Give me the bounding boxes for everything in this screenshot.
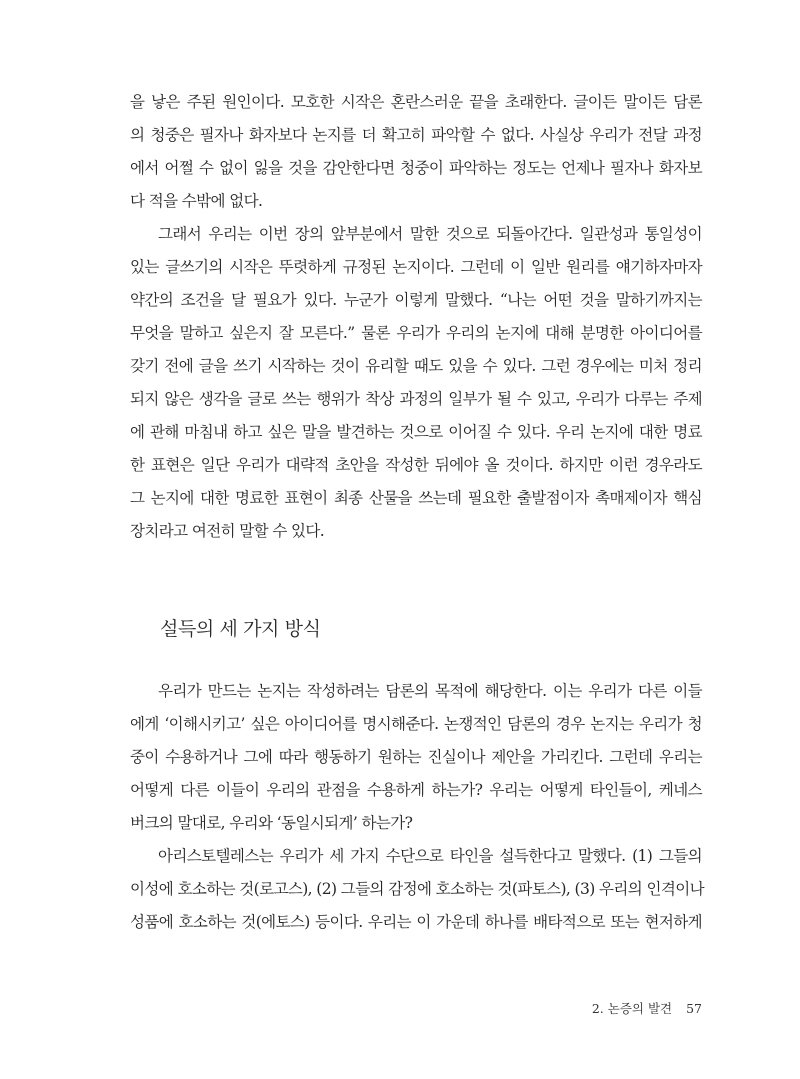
paragraph-top-line-1: 을 낳은 주된 원인이다. 모호한 시작은 혼란스러운 끝을 초래한다. 글이든 말이든 담론: [130, 93, 702, 111]
paragraph-two-line-4: 무엇을 말하고 싶은지 잘 모른다.” 물론 우리가 우리의 논지에 대해 분명한 아이디어를: [130, 324, 702, 342]
running-title: 2. 논증의 발견: [591, 1001, 673, 1016]
page-footer: [562, 1001, 702, 1017]
paragraph-two-line-6: 되지 않은 생각을 글로 쓰는 행위가 착상 과정의 일부가 될 수 있고, 우리가 다루는 주제: [130, 390, 702, 408]
paragraph-two-line-5: 갖기 전에 글을 쓰기 시작하는 것이 유리할 때도 있을 수 있다. 그런 경우에는 미처 정리: [130, 357, 702, 375]
page-number: 57: [686, 1001, 702, 1016]
paragraph-two-line-7: 에 관해 마침내 하고 싶은 말을 발견하는 것으로 이어질 수 있다. 우리 논지에 대한 명료: [130, 423, 702, 441]
paragraph-three-line-2: 에게 ‘이해시키고’ 싶은 아이디어를 명시해준다. 논쟁적인 담론의 경우 논지는 우리가 청: [130, 715, 702, 733]
paragraph-two-line-1: 그래서 우리는 이번 장의 앞부분에서 말한 것으로 되돌아간다. 일관성과 통일성이: [158, 225, 702, 243]
paragraph-three-line-5: 버크의 말대로, 우리와 ‘동일시되게’ 하는가?: [130, 814, 413, 832]
paragraph-two-line-9: 그 논지에 대한 명료한 표현이 최종 산물을 쓰는데 필요한 출발점이자 촉매제이자 핵심: [130, 489, 702, 507]
paragraph-two-line-3: 약간의 조건을 달 필요가 있다. 누군가 이렇게 말했다. “나는 어떤 것을 말하기까지는: [130, 291, 702, 309]
paragraph-top-line-2: 의 청중은 필자나 화자보다 논지를 더 확고히 파악할 수 없다. 사실상 우리가 전달 과정: [130, 126, 702, 144]
paragraph-three-line-1: 우리가 만드는 논지는 작성하려는 담론의 목적에 해당한다. 이는 우리가 다른 이들: [158, 682, 702, 700]
paragraph-two-line-10: 장치라고 여전히 말할 수 있다.: [130, 522, 325, 540]
paragraph-four-line-2: 이성에 호소하는 것(로고스), (2) 그들의 감정에 호소하는 것(파토스), (3) 우리의 인격이나: [130, 880, 704, 898]
section-heading: 설득의 세 가지 방식: [160, 618, 321, 640]
paragraph-two-line-8: 한 표현은 일단 우리가 대략적 초안을 작성한 뒤에야 올 것이다. 하지만 이런 경우라도: [130, 456, 702, 474]
paragraph-top-line-3: 에서 어쩔 수 없이 잃을 것을 감안한다면 청중이 파악하는 정도는 언제나 필자나 화자보: [130, 159, 702, 177]
paragraph-two-line-2: 있는 글쓰기의 시작은 뚜렷하게 규정된 논지이다. 그런데 이 일반 원리를 얘기하자마자: [130, 258, 702, 276]
paragraph-four-line-1: 아리스토텔레스는 우리가 세 가지 수단으로 타인을 설득한다고 말했다. (1) 그들의: [158, 847, 702, 865]
paragraph-four-line-3: 성품에 호소하는 것(에토스) 등이다. 우리는 이 가운데 하나를 배타적으로 또는 현저하게: [130, 913, 702, 931]
paragraph-three-line-4: 어떻게 다른 이들이 우리의 관점을 수용하게 하는가? 우리는 어떻게 타인들이, 케네스: [130, 781, 702, 799]
paragraph-top-line-4: 다 적을 수밖에 없다.: [130, 192, 263, 210]
paragraph-three-line-3: 중이 수용하거나 그에 따라 행동하기 원하는 진실이나 제안을 가리킨다. 그런데 우리는: [130, 748, 702, 766]
